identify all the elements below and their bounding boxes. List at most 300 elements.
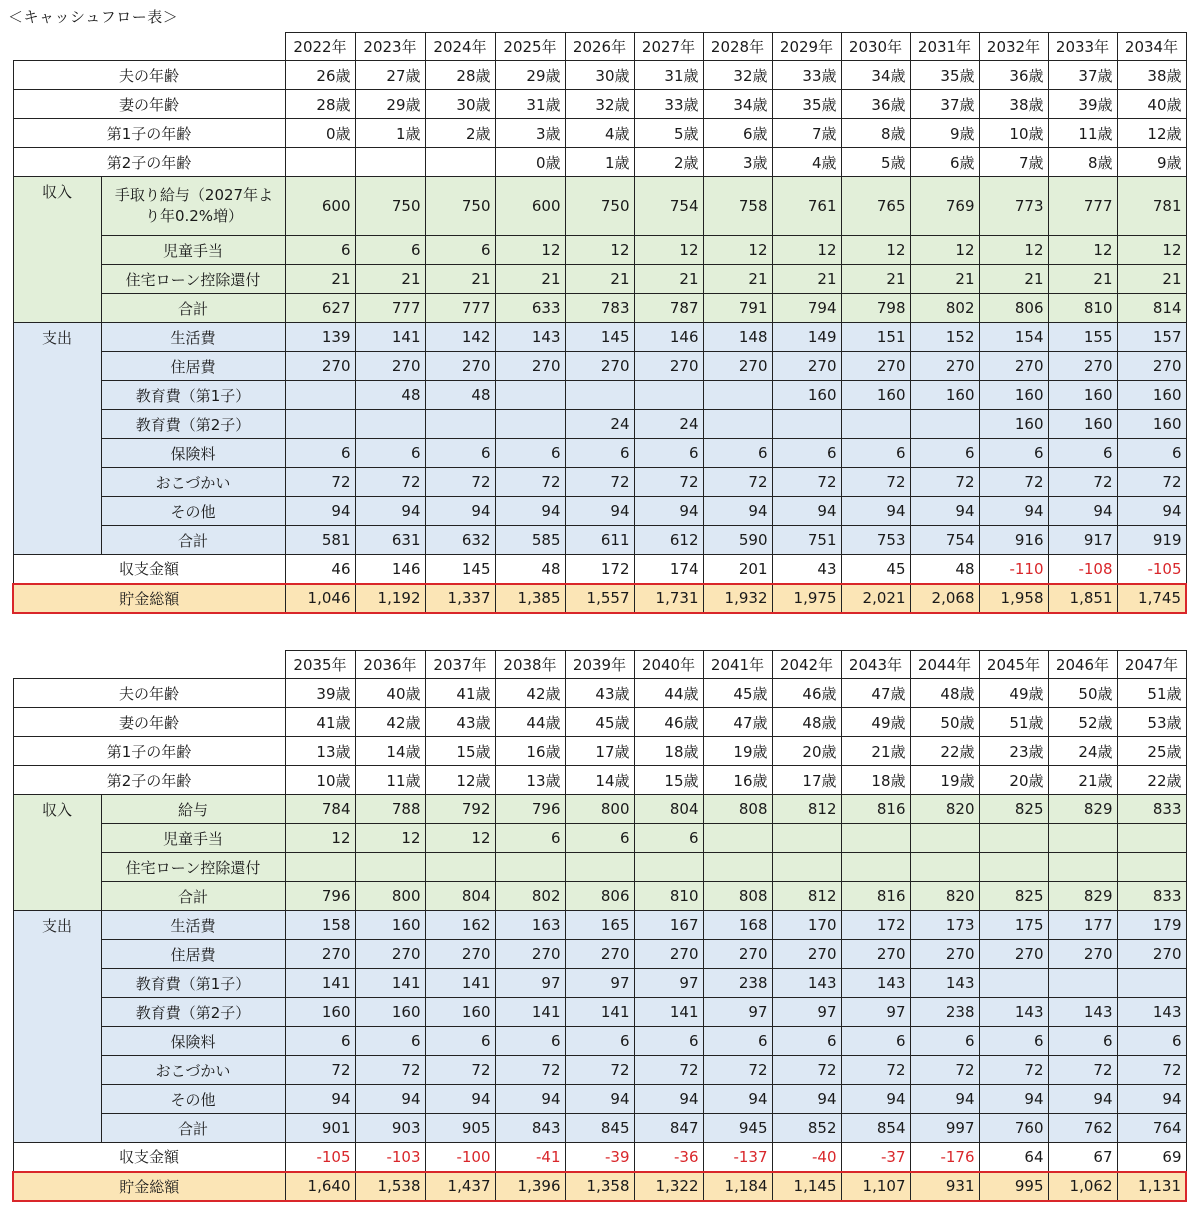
income-section-label: 収入: [13, 795, 101, 911]
expense-value-cell: 149: [772, 323, 841, 352]
expense-value-cell: 72: [495, 468, 565, 497]
age-cell: 31歳: [495, 90, 565, 119]
expense-value-cell: 94: [910, 1085, 979, 1114]
expense-row: [13, 526, 1186, 555]
expense-value-cell: 72: [355, 1056, 425, 1085]
expense-value-cell: 843: [495, 1114, 565, 1143]
balance-cell: -37: [841, 1143, 910, 1172]
expense-value-cell: 97: [495, 969, 565, 998]
year-cell: 2022年: [285, 33, 355, 61]
savings-cell: 1,640: [285, 1172, 355, 1201]
expense-value-cell: 270: [495, 352, 565, 381]
expense-value-cell: 94: [772, 497, 841, 526]
age-cell: 45歳: [565, 708, 634, 737]
income-value-cell: 829: [1048, 795, 1117, 824]
cashflow-table-2: [12, 650, 1187, 1202]
expense-value-cell: 94: [355, 1085, 425, 1114]
expense-value-cell: 72: [565, 1056, 634, 1085]
expense-value-cell: 581: [285, 526, 355, 555]
age-cell: 43歳: [425, 708, 495, 737]
expense-value-cell: [703, 381, 772, 410]
age-cell: 17歳: [565, 737, 634, 766]
age-cell: 32歳: [703, 61, 772, 90]
expense-value-cell: 238: [910, 998, 979, 1027]
expense-value-cell: 143: [495, 323, 565, 352]
expense-value-cell: 94: [1117, 497, 1186, 526]
age-cell: 11歳: [1048, 119, 1117, 148]
income-value-cell: 769: [910, 177, 979, 236]
income-value-cell: 754: [634, 177, 703, 236]
balance-cell: -108: [1048, 555, 1117, 584]
expense-value-cell: 631: [355, 526, 425, 555]
expense-value-cell: [495, 381, 565, 410]
expense-value-cell: 270: [979, 940, 1048, 969]
expense-value-cell: 48: [355, 381, 425, 410]
income-value-cell: [1117, 824, 1186, 853]
age-cell: 47歳: [703, 708, 772, 737]
expense-value-cell: 97: [841, 998, 910, 1027]
expense-value-cell: 143: [979, 998, 1048, 1027]
income-value-cell: [1117, 853, 1186, 882]
expense-value-cell: 24: [565, 410, 634, 439]
age-cell: 37歳: [1048, 61, 1117, 90]
expense-item-label: 住居費: [101, 940, 285, 969]
age-cell: 38歳: [979, 90, 1048, 119]
age-cell: 40歳: [1117, 90, 1186, 119]
expense-value-cell: 6: [1117, 1027, 1186, 1056]
income-value-cell: [910, 853, 979, 882]
income-value-cell: 21: [979, 265, 1048, 294]
savings-cell: 1,538: [355, 1172, 425, 1201]
age-cell: 50歳: [1048, 679, 1117, 708]
age-cell: 0歳: [285, 119, 355, 148]
age-cell: 38歳: [1117, 61, 1186, 90]
expense-value-cell: 6: [285, 439, 355, 468]
income-value-cell: 806: [979, 294, 1048, 323]
year-cell: 2041年: [703, 651, 772, 679]
expense-value-cell: 97: [772, 998, 841, 1027]
income-value-cell: [1048, 853, 1117, 882]
expense-row: [13, 940, 1186, 969]
expense-value-cell: 160: [1048, 410, 1117, 439]
expense-value-cell: 94: [355, 497, 425, 526]
age-cell: 42歳: [495, 679, 565, 708]
balance-cell: 45: [841, 555, 910, 584]
age-cell: 34歳: [703, 90, 772, 119]
year-cell: 2035年: [285, 651, 355, 679]
expense-value-cell: 270: [979, 352, 1048, 381]
balance-cell: -40: [772, 1143, 841, 1172]
savings-cell: 1,145: [772, 1172, 841, 1201]
income-value-cell: 750: [355, 177, 425, 236]
income-value-cell: 12: [910, 236, 979, 265]
income-value-cell: 12: [425, 824, 495, 853]
expense-row: [13, 323, 1186, 352]
age-cell: 42歳: [355, 708, 425, 737]
savings-cell: 1,131: [1117, 1172, 1186, 1201]
expense-value-cell: 6: [495, 1027, 565, 1056]
expense-value-cell: 160: [1048, 381, 1117, 410]
age-cell: 12歳: [425, 766, 495, 795]
income-value-cell: 829: [1048, 882, 1117, 911]
balance-cell: -176: [910, 1143, 979, 1172]
balance-cell: -100: [425, 1143, 495, 1172]
expense-value-cell: 612: [634, 526, 703, 555]
expense-value-cell: 155: [1048, 323, 1117, 352]
balance-cell: 146: [355, 555, 425, 584]
age-cell: 17歳: [772, 766, 841, 795]
expense-value-cell: 94: [634, 1085, 703, 1114]
expense-value-cell: 143: [1117, 998, 1186, 1027]
year-cell: 2036年: [355, 651, 425, 679]
expense-value-cell: 72: [841, 1056, 910, 1085]
expense-value-cell: 141: [355, 323, 425, 352]
expense-value-cell: 270: [841, 940, 910, 969]
expense-value-cell: 270: [772, 940, 841, 969]
age-cell: [425, 148, 495, 177]
income-value-cell: [285, 853, 355, 882]
age-cell: 30歳: [565, 61, 634, 90]
row-label: 妻の年齢: [13, 708, 285, 737]
expense-value-cell: 168: [703, 911, 772, 940]
expense-row: [13, 439, 1186, 468]
income-value-cell: [425, 853, 495, 882]
expense-row: [13, 969, 1186, 998]
expense-value-cell: 97: [634, 969, 703, 998]
balance-cell: 43: [772, 555, 841, 584]
income-value-cell: 787: [634, 294, 703, 323]
age-row: [13, 119, 1186, 148]
age-cell: 3歳: [703, 148, 772, 177]
income-value-cell: 21: [634, 265, 703, 294]
expense-row: [13, 1085, 1186, 1114]
age-cell: 25歳: [1117, 737, 1186, 766]
expense-value-cell: 94: [703, 1085, 772, 1114]
expense-value-cell: 6: [565, 1027, 634, 1056]
income-value-cell: [1048, 824, 1117, 853]
expense-value-cell: 94: [495, 497, 565, 526]
year-header-row: [13, 651, 1186, 679]
age-cell: 52歳: [1048, 708, 1117, 737]
age-row: [13, 679, 1186, 708]
income-value-cell: 758: [703, 177, 772, 236]
expense-value-cell: 632: [425, 526, 495, 555]
income-value-cell: [979, 824, 1048, 853]
income-value-cell: 6: [355, 236, 425, 265]
age-cell: 39歳: [285, 679, 355, 708]
income-item-label: 住宅ローン控除還付: [101, 265, 285, 294]
age-cell: 6歳: [910, 148, 979, 177]
expense-value-cell: 143: [841, 969, 910, 998]
expense-value-cell: 72: [495, 1056, 565, 1085]
expense-value-cell: 163: [495, 911, 565, 940]
age-cell: 34歳: [841, 61, 910, 90]
expense-value-cell: 179: [1117, 911, 1186, 940]
expense-value-cell: [1117, 969, 1186, 998]
balance-cell: -137: [703, 1143, 772, 1172]
expense-row: [13, 468, 1186, 497]
age-cell: 7歳: [772, 119, 841, 148]
year-cell: 2030年: [841, 33, 910, 61]
expense-value-cell: [565, 381, 634, 410]
age-cell: 15歳: [425, 737, 495, 766]
row-label: 第1子の年齢: [13, 119, 285, 148]
income-value-cell: 804: [425, 882, 495, 911]
row-label: 第2子の年齢: [13, 766, 285, 795]
expense-value-cell: 916: [979, 526, 1048, 555]
age-cell: 50歳: [910, 708, 979, 737]
expense-value-cell: 145: [565, 323, 634, 352]
expense-value-cell: 6: [1048, 1027, 1117, 1056]
income-value-cell: 21: [1117, 265, 1186, 294]
expense-value-cell: 160: [910, 381, 979, 410]
caption: ＜キャッシュフロー表＞: [8, 8, 179, 26]
expense-section-label: 支出: [13, 323, 101, 555]
year-cell: 2034年: [1117, 33, 1186, 61]
expense-value-cell: 764: [1117, 1114, 1186, 1143]
age-cell: 4歳: [565, 119, 634, 148]
expense-row: [13, 381, 1186, 410]
income-value-cell: [979, 853, 1048, 882]
expense-value-cell: 6: [910, 439, 979, 468]
expense-value-cell: 160: [285, 998, 355, 1027]
income-value-cell: 750: [425, 177, 495, 236]
year-cell: 2037年: [425, 651, 495, 679]
income-value-cell: 21: [1048, 265, 1117, 294]
expense-value-cell: 6: [979, 1027, 1048, 1056]
row-label: 夫の年齢: [13, 61, 285, 90]
expense-value-cell: 94: [1048, 497, 1117, 526]
age-cell: 39歳: [1048, 90, 1117, 119]
age-cell: [355, 148, 425, 177]
age-cell: 5歳: [841, 148, 910, 177]
expense-value-cell: [285, 410, 355, 439]
expense-value-cell: [495, 410, 565, 439]
savings-cell: 1,358: [565, 1172, 634, 1201]
expense-value-cell: 160: [979, 381, 1048, 410]
balance-label: 収支金額: [13, 555, 285, 584]
balance-cell: -103: [355, 1143, 425, 1172]
income-value-cell: 6: [285, 236, 355, 265]
expense-value-cell: 917: [1048, 526, 1117, 555]
year-cell: 2046年: [1048, 651, 1117, 679]
age-cell: 29歳: [355, 90, 425, 119]
income-value-cell: 6: [425, 236, 495, 265]
savings-cell: 2,021: [841, 584, 910, 613]
expense-value-cell: 160: [425, 998, 495, 1027]
age-cell: 3歳: [495, 119, 565, 148]
income-value-cell: [841, 853, 910, 882]
expense-item-label: 教育費（第2子）: [101, 410, 285, 439]
expense-value-cell: 146: [634, 323, 703, 352]
income-item-label: 児童手当: [101, 824, 285, 853]
year-cell: 2029年: [772, 33, 841, 61]
expense-value-cell: [634, 381, 703, 410]
expense-value-cell: [910, 410, 979, 439]
expense-value-cell: 165: [565, 911, 634, 940]
savings-row: [13, 584, 1186, 613]
expense-value-cell: 270: [565, 940, 634, 969]
expense-value-cell: 270: [772, 352, 841, 381]
savings-cell: 1,958: [979, 584, 1048, 613]
income-value-cell: 777: [425, 294, 495, 323]
income-value-cell: 794: [772, 294, 841, 323]
expense-value-cell: 72: [772, 468, 841, 497]
expense-value-cell: [979, 969, 1048, 998]
income-value-cell: [910, 824, 979, 853]
year-cell: 2026年: [565, 33, 634, 61]
income-value-cell: 6: [495, 824, 565, 853]
expense-value-cell: 6: [979, 439, 1048, 468]
income-value-cell: 12: [1048, 236, 1117, 265]
income-value-cell: 781: [1117, 177, 1186, 236]
expense-value-cell: [355, 410, 425, 439]
row-label: 夫の年齢: [13, 679, 285, 708]
age-cell: 15歳: [634, 766, 703, 795]
expense-value-cell: 6: [1117, 439, 1186, 468]
income-value-cell: 21: [495, 265, 565, 294]
age-row: [13, 766, 1186, 795]
row-label: 妻の年齢: [13, 90, 285, 119]
balance-cell: 64: [979, 1143, 1048, 1172]
income-value-cell: [495, 853, 565, 882]
expense-value-cell: 270: [355, 352, 425, 381]
income-value-cell: 21: [772, 265, 841, 294]
expense-value-cell: 72: [703, 468, 772, 497]
year-cell: 2023年: [355, 33, 425, 61]
income-row: [13, 853, 1186, 882]
income-value-cell: 12: [772, 236, 841, 265]
expense-value-cell: 845: [565, 1114, 634, 1143]
age-cell: 18歳: [634, 737, 703, 766]
savings-cell: 1,437: [425, 1172, 495, 1201]
balance-cell: 201: [703, 555, 772, 584]
income-row: [13, 236, 1186, 265]
age-cell: 30歳: [425, 90, 495, 119]
income-value-cell: 773: [979, 177, 1048, 236]
savings-label: 貯金総額: [13, 584, 285, 613]
income-value-cell: [355, 853, 425, 882]
age-cell: 11歳: [355, 766, 425, 795]
balance-cell: 174: [634, 555, 703, 584]
age-cell: 4歳: [772, 148, 841, 177]
expense-value-cell: 6: [495, 439, 565, 468]
expense-value-cell: 72: [772, 1056, 841, 1085]
age-cell: 7歳: [979, 148, 1048, 177]
income-value-cell: 800: [355, 882, 425, 911]
income-value-cell: 777: [1048, 177, 1117, 236]
income-value-cell: 784: [285, 795, 355, 824]
age-cell: 16歳: [495, 737, 565, 766]
savings-cell: 1,322: [634, 1172, 703, 1201]
expense-row: [13, 1056, 1186, 1085]
expense-value-cell: 852: [772, 1114, 841, 1143]
expense-item-label: おこづかい: [101, 1056, 285, 1085]
balance-cell: 48: [910, 555, 979, 584]
expense-value-cell: 152: [910, 323, 979, 352]
income-row: [13, 265, 1186, 294]
expense-item-label: その他: [101, 497, 285, 526]
age-cell: 10歳: [285, 766, 355, 795]
savings-cell: 1,745: [1117, 584, 1186, 613]
income-value-cell: 810: [634, 882, 703, 911]
income-value-cell: 816: [841, 882, 910, 911]
income-value-cell: 814: [1117, 294, 1186, 323]
income-value-cell: 600: [285, 177, 355, 236]
age-cell: 14歳: [355, 737, 425, 766]
expense-value-cell: 94: [565, 497, 634, 526]
expense-value-cell: 6: [425, 439, 495, 468]
expense-item-label: 住居費: [101, 352, 285, 381]
expense-value-cell: 72: [910, 1056, 979, 1085]
income-value-cell: 6: [565, 824, 634, 853]
age-cell: 44歳: [634, 679, 703, 708]
age-cell: 18歳: [841, 766, 910, 795]
age-cell: 9歳: [910, 119, 979, 148]
expense-value-cell: 6: [634, 1027, 703, 1056]
year-cell: 2045年: [979, 651, 1048, 679]
expense-value-cell: 94: [841, 497, 910, 526]
age-cell: 9歳: [1117, 148, 1186, 177]
age-cell: 24歳: [1048, 737, 1117, 766]
expense-value-cell: 72: [979, 1056, 1048, 1085]
balance-label: 収支金額: [13, 1143, 285, 1172]
balance-cell: 69: [1117, 1143, 1186, 1172]
savings-cell: 1,557: [565, 584, 634, 613]
expense-item-label: 教育費（第1子）: [101, 969, 285, 998]
age-cell: 41歳: [425, 679, 495, 708]
expense-value-cell: 160: [841, 381, 910, 410]
expense-item-label: 教育費（第2子）: [101, 998, 285, 1027]
expense-value-cell: 6: [355, 1027, 425, 1056]
expense-row: [13, 911, 1186, 940]
age-cell: 33歳: [634, 90, 703, 119]
expense-value-cell: 72: [703, 1056, 772, 1085]
age-cell: 0歳: [495, 148, 565, 177]
age-cell: 48歳: [772, 708, 841, 737]
expense-value-cell: 158: [285, 911, 355, 940]
expense-value-cell: 160: [1117, 381, 1186, 410]
year-cell: 2031年: [910, 33, 979, 61]
expense-item-label: 保険料: [101, 1027, 285, 1056]
expense-value-cell: 945: [703, 1114, 772, 1143]
expense-value-cell: 270: [634, 940, 703, 969]
expense-value-cell: 94: [425, 497, 495, 526]
expense-value-cell: 160: [355, 911, 425, 940]
expense-value-cell: 760: [979, 1114, 1048, 1143]
age-cell: 2歳: [634, 148, 703, 177]
year-cell: 2028年: [703, 33, 772, 61]
expense-value-cell: 6: [355, 439, 425, 468]
balance-cell: -39: [565, 1143, 634, 1172]
age-cell: 46歳: [634, 708, 703, 737]
age-cell: 12歳: [1117, 119, 1186, 148]
expense-value-cell: [1048, 969, 1117, 998]
year-cell: 2039年: [565, 651, 634, 679]
year-cell: 2032年: [979, 33, 1048, 61]
expense-value-cell: 854: [841, 1114, 910, 1143]
expense-value-cell: 270: [425, 352, 495, 381]
income-value-cell: [565, 853, 634, 882]
expense-value-cell: 94: [772, 1085, 841, 1114]
savings-cell: 1,932: [703, 584, 772, 613]
savings-cell: 2,068: [910, 584, 979, 613]
income-value-cell: 806: [565, 882, 634, 911]
expense-value-cell: 611: [565, 526, 634, 555]
expense-value-cell: 270: [1117, 940, 1186, 969]
age-row: [13, 708, 1186, 737]
income-value-cell: 21: [565, 265, 634, 294]
